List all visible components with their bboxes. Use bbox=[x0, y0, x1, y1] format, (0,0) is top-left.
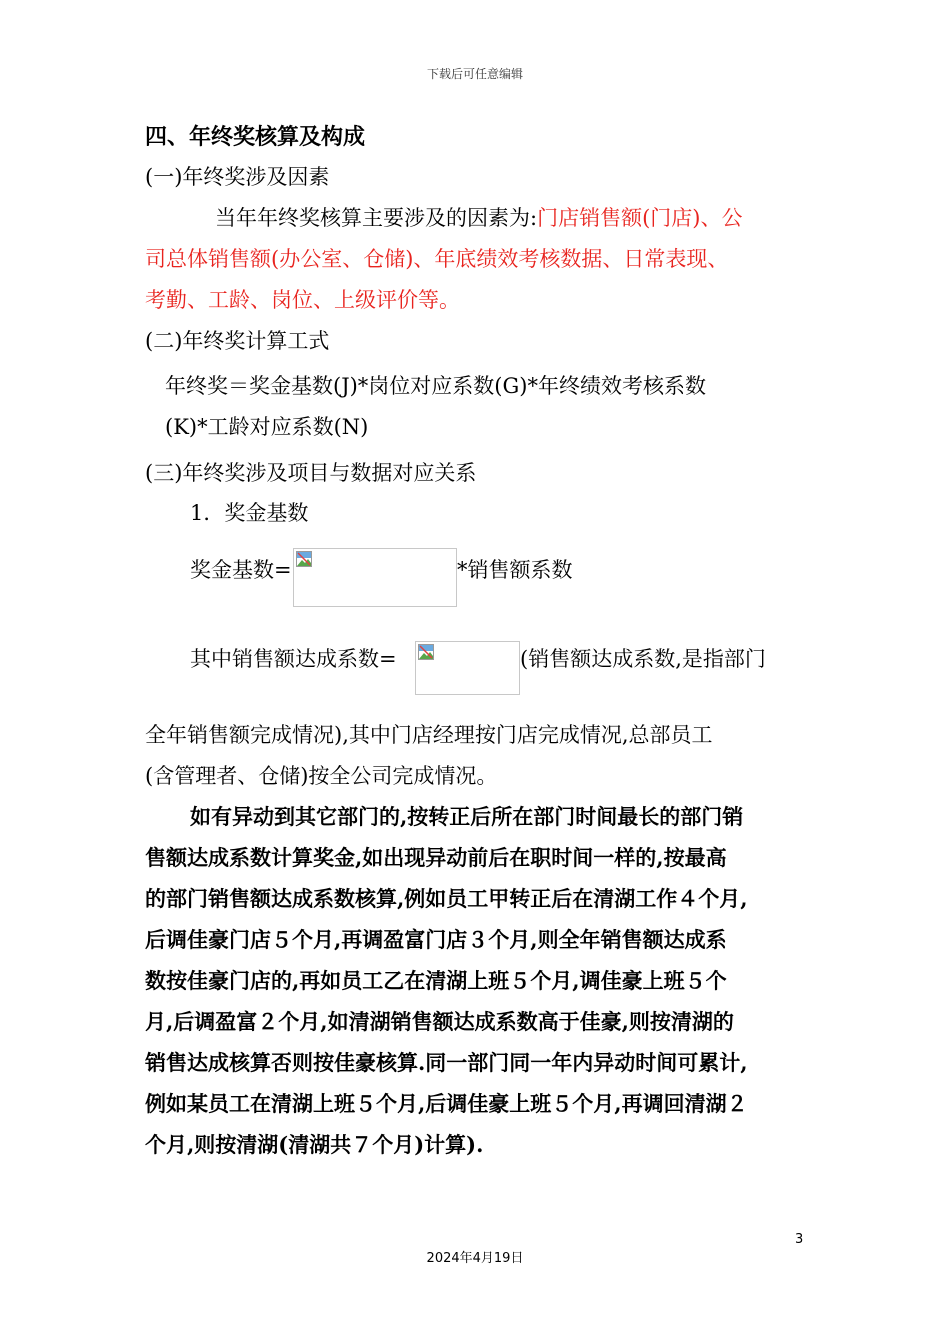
transfer-para-line: 月,后调盈富２个月,如清湖销售额达成系数高于佳豪,则按清湖的 bbox=[145, 1009, 734, 1034]
factors-intro: 当年年终奖核算主要涉及的因素为: bbox=[215, 206, 538, 230]
transfer-para-line: 例如某员工在清湖上班５个月,后调佳豪上班５个月,再调回清湖２ bbox=[145, 1091, 748, 1116]
transfer-para-line: 的部门销售额达成系数核算,例如员工甲转正后在清湖工作４个月, bbox=[145, 886, 748, 911]
broken-image-icon bbox=[418, 644, 434, 660]
page-footer-date: 2024年4月19日 bbox=[426, 1251, 524, 1266]
factors-line-3: 考勤、工龄、岗位、上级评价等。 bbox=[145, 288, 460, 312]
bonus-formula-image bbox=[293, 548, 457, 607]
transfer-para-line: 销售达成核算否则按佳豪核算.同一部门同一年内异动时间可累计, bbox=[145, 1050, 748, 1075]
formula-line-2: (K)*工龄对应系数(N) bbox=[165, 415, 369, 439]
transfer-para-line: 个月,则按清湖(清湖共７个月)计算). bbox=[145, 1132, 484, 1157]
section-title: 四、年终奖核算及构成 bbox=[145, 124, 366, 150]
rate-formula-image bbox=[415, 641, 520, 695]
rate-suffix: (销售额达成系数,是指部门 bbox=[520, 647, 766, 671]
rate-continuation-2: (含管理者、仓储)按全公司完成情况。 bbox=[145, 764, 498, 788]
bonus-base-label: 奖金基数= bbox=[190, 558, 292, 582]
rate-label: 其中销售额达成系数= bbox=[190, 647, 397, 671]
transfer-para-line: 数按佳豪门店的,再如员工乙在清湖上班５个月,调佳豪上班５个 bbox=[145, 968, 727, 993]
item-bonus-base: 1．奖金基数 bbox=[190, 501, 309, 525]
subheading-factors: (一)年终奖涉及因素 bbox=[145, 165, 330, 189]
transfer-para-line: 如有异动到其它部门的,按转正后所在部门时间最长的部门销 bbox=[190, 804, 744, 829]
rate-continuation-1: 全年销售额完成情况),其中门店经理按门店完成情况,总部员工 bbox=[145, 723, 713, 747]
transfer-para-line: 后调佳豪门店５个月,再调盈富门店３个月,则全年销售额达成系 bbox=[145, 927, 727, 952]
subheading-relations: (三)年终奖涉及项目与数据对应关系 bbox=[145, 461, 477, 485]
subheading-formula: (二)年终奖计算工式 bbox=[145, 329, 330, 353]
transfer-para-line: 售额达成系数计算奖金,如出现异动前后在职时间一样的,按最高 bbox=[145, 845, 727, 870]
bonus-base-suffix: *销售额系数 bbox=[457, 558, 573, 582]
formula-line-1: 年终奖＝奖金基数(J)*岗位对应系数(G)*年终绩效考核系数 bbox=[165, 374, 706, 398]
broken-image-icon bbox=[296, 551, 312, 567]
factors-line-1 bbox=[215, 203, 742, 233]
factors-highlight-1: 门店销售额(门店)、公 bbox=[537, 206, 743, 230]
page-header: 下载后可任意编辑 bbox=[426, 67, 523, 81]
factors-line-2: 司总体销售额(办公室、仓储)、年底绩效考核数据、日常表现、 bbox=[145, 247, 729, 271]
page-number: 3 bbox=[795, 1232, 804, 1247]
